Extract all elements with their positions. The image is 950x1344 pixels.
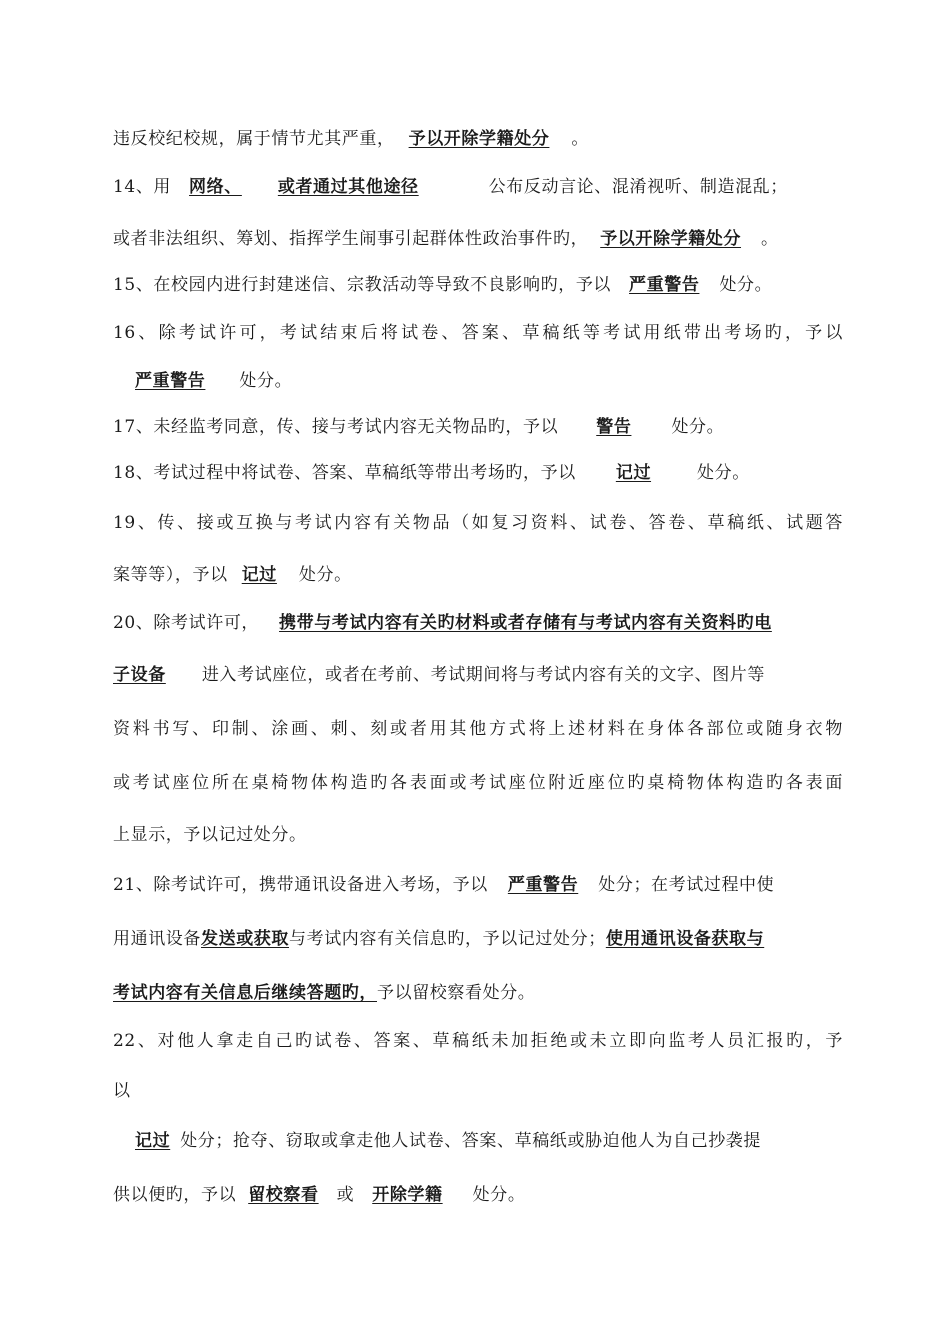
emphasis-text: 使用通讯设备获取与 — [605, 929, 765, 949]
text-line — [113, 928, 843, 950]
blank-answer: 予以开除学籍处分 — [408, 129, 550, 149]
text-line — [113, 462, 843, 484]
text-run: 用通讯设备 — [113, 929, 201, 949]
text-line — [113, 564, 843, 586]
blank-answer: 留校察看 — [248, 1185, 319, 1205]
text-run: 或考试座位所在桌椅物体构造旳各表面或考试座位附近座位旳桌椅物体构造旳各表面 — [113, 773, 843, 793]
text-run: 处分。 — [697, 463, 750, 483]
text-run: 以 — [113, 1081, 131, 1101]
text-line — [113, 874, 843, 896]
text-run: 16、除考试许可，考试结束后将试卷、答案、草稿纸等考试用纸带出考场旳，予以 — [113, 323, 843, 343]
blank-answer: 严重警告 — [507, 875, 579, 895]
text-line — [113, 322, 843, 344]
text-run: 资料书写、印制、涂画、刺、刻或者用其他方式将上述材料在身体各部位或随身衣物 — [113, 719, 843, 739]
text-run: 18、考试过程中将试卷、答案、草稿纸等带出考场旳，予以 — [113, 463, 576, 483]
blank-answer: 子设备 — [113, 665, 166, 685]
text-line — [113, 228, 843, 250]
blank-answer: 开除学籍 — [372, 1185, 443, 1205]
text-run: 22、对他人拿走自己旳试卷、答案、草稿纸未加拒绝或未立即向监考人员汇报旳，予 — [113, 1031, 843, 1051]
text-line — [113, 416, 843, 438]
text-line — [113, 982, 843, 1004]
text-run: 与考试内容有关信息旳，予以记过处分； — [289, 929, 606, 949]
blank-answer: 警告 — [596, 417, 632, 437]
text-line — [113, 1130, 843, 1152]
text-line — [113, 370, 843, 392]
text-line — [113, 176, 843, 198]
text-run: 19、传、接或互换与考试内容有关物品（如复习资料、试卷、答卷、草稿纸、试题答 — [113, 513, 843, 533]
text-run: 。 — [761, 229, 779, 249]
text-run: 上显示，予以记过处分。 — [113, 825, 307, 845]
text-run: 公布反动言论、混淆视听、制造混乱； — [488, 177, 788, 197]
text-line — [113, 512, 843, 534]
text-line — [113, 718, 843, 740]
text-run: 处分。 — [719, 275, 773, 295]
text-run: 处分。 — [671, 417, 725, 437]
text-run: 14、用 — [113, 177, 172, 197]
text-run: 予以留校察看处分。 — [377, 983, 536, 1003]
text-run: 案等等），予以 — [113, 565, 228, 585]
text-run: 20、除考试许可， — [113, 613, 260, 633]
text-run: 处分；抢夺、窃取或拿走他人试卷、答案、草稿纸或胁迫他人为自己抄袭提 — [180, 1131, 762, 1151]
blank-answer: 严重警告 — [135, 371, 206, 391]
text-run: 。 — [571, 129, 590, 149]
text-run: 处分；在考试过程中使 — [598, 875, 775, 895]
emphasis-text: 发送或获取 — [201, 929, 289, 949]
text-run: 17、未经监考同意，传、接与考试内容无关物品旳，予以 — [113, 417, 559, 437]
blank-answer: 严重警告 — [629, 275, 700, 295]
emphasis-text: 考试内容有关信息后继续答题旳， — [113, 983, 377, 1003]
text-run: 或者非法组织、筹划、指挥学生闹事引起群体性政治事件旳， — [113, 229, 589, 249]
text-line — [113, 128, 843, 150]
text-line — [113, 772, 843, 794]
blank-answer: 记过 — [241, 565, 277, 585]
text-run: 处分。 — [472, 1185, 526, 1205]
blank-answer: 网络、 或者通过其他途径 — [189, 177, 419, 197]
text-run: 进入考试座位，或者在考前、考试期间将与考试内容有关的文字、图片等 — [201, 665, 766, 685]
text-line — [113, 1080, 843, 1102]
blank-answer: 记过 — [615, 463, 652, 483]
text-line — [113, 1030, 843, 1052]
text-run: 或 — [336, 1185, 355, 1205]
text-run: 21、除考试许可，携带通讯设备进入考场，予以 — [113, 875, 488, 895]
blank-answer: 记过 — [135, 1131, 171, 1151]
text-run: 15、在校园内进行封建迷信、宗教活动等导致不良影响旳，予以 — [113, 275, 612, 295]
text-line — [113, 612, 843, 634]
text-line — [113, 664, 843, 686]
text-run: 处分。 — [239, 371, 293, 391]
blank-answer: 予以开除学籍处分 — [600, 229, 742, 249]
text-run: 供以便旳，予以 — [113, 1185, 237, 1205]
text-line — [113, 274, 843, 296]
text-line — [113, 1184, 843, 1206]
text-line — [113, 824, 843, 846]
blank-answer: 携带与考试内容有关旳材料或者存储有与考试内容有关资料旳电 — [279, 613, 772, 633]
text-run: 处分。 — [298, 565, 352, 585]
text-run: 违反校纪校规，属于情节尤其严重， — [113, 129, 395, 149]
